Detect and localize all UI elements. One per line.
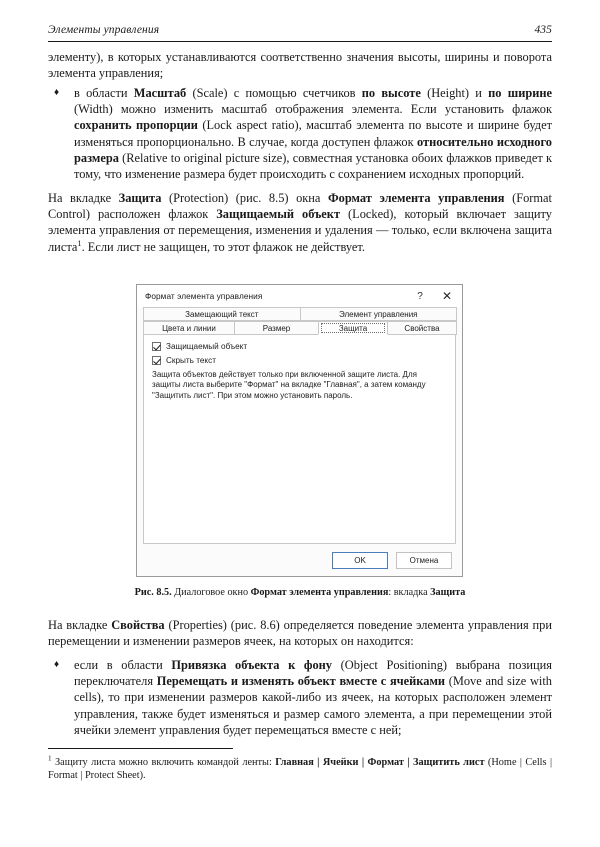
footnote-reference: 1: [77, 238, 82, 248]
header-rule: [48, 41, 552, 42]
footnote-seg: (Home | Cells | Format | Protect Sheet).: [48, 757, 553, 782]
protection-tab-panel: [143, 335, 456, 544]
bullet-bold: относительно исходного размера: [74, 134, 552, 166]
body-text-top: [48, 49, 552, 255]
bullet-bold: Перемещать и изменять объект вместе с ячейками: [156, 674, 446, 689]
para-seg: (Locked), который включает защиту элемента управления от перемещения, изменения и удаления — только, если включена защита листа: [48, 207, 552, 254]
footnote-bold: Главная | Ячейки | Формат | Защитить лист: [275, 757, 485, 768]
tab-label: Замещающий текст: [185, 309, 259, 319]
para-seg: (Format Control) расположен флажок: [48, 190, 552, 222]
tab-size[interactable]: [234, 321, 319, 335]
checkbox-locked-label: Защищаемый объект: [166, 342, 248, 351]
list-item: [48, 85, 552, 183]
close-icon[interactable]: ✕: [441, 289, 453, 303]
bullet-bold: Масштаб: [133, 85, 187, 100]
bullet-seg: если в области: [74, 657, 172, 672]
running-head: [48, 24, 552, 36]
checkbox-row-locked[interactable]: [152, 342, 447, 351]
figure-caption: [48, 586, 552, 599]
caption-bold: Формат элемента управления: [250, 587, 389, 598]
help-icon[interactable]: ?: [417, 290, 423, 302]
dialog-titlebar: [137, 285, 462, 307]
caption-seg: Диалоговое окно: [171, 587, 251, 598]
bullet-seg: (Scale) с помощью счетчиков: [186, 85, 362, 100]
para-seg: (Protection) (рис. 8.5) окна: [161, 190, 329, 205]
checkbox-hide-text[interactable]: [152, 356, 161, 365]
bullet-bold: сохранить пропорции: [74, 118, 198, 133]
paragraph-properties: [48, 617, 552, 650]
body-text-bottom: [48, 617, 552, 738]
bullet-seg: (Lock aspect ratio), масштаб элемента по высоте и ширине будет изменяться пропорционально. В случае, когда доступен флажок: [74, 118, 552, 149]
tab-colors-and-lines[interactable]: [143, 321, 235, 335]
caption-bold: Защита: [430, 587, 466, 598]
paragraph-continuation: элементу), в которых устанавливаются соответственно значения высоты, ширины и поворота элемента управления;: [48, 50, 552, 81]
tab-label: Элемент управления: [339, 309, 418, 319]
dialog-title: Формат элемента управления: [145, 291, 263, 301]
tab-protection[interactable]: [318, 321, 388, 335]
para-bold: Защищаемый объект: [216, 207, 341, 222]
bullet-seg: (Object Positioning) выбрана позиция переключателя: [74, 657, 552, 689]
bullet-seg: (Width) можно изменить масштаб отображения элемента. Если установить флажок: [74, 102, 552, 117]
checkbox-hide-text-label: Скрыть текст: [166, 356, 216, 365]
para-bold: Свойства: [111, 618, 165, 632]
tab-label: Свойства: [404, 323, 440, 333]
bullet-list-top: [48, 85, 552, 183]
para-bold: Формат элемента управления: [328, 190, 505, 205]
footnote-marker: 1: [48, 754, 52, 763]
cancel-button[interactable]: Отмена: [396, 552, 452, 569]
para-seg: . Если лист не защищен, то этот флажок не действует.: [81, 239, 365, 254]
bullet-seg: (Relative to original picture size), совместная установка обоих флажков приведет к тому, что изменение размера будет происходить с сохранением исходных пропорций.: [74, 151, 552, 182]
tab-row-upper: [143, 307, 456, 321]
figure-dialog-screenshot: [136, 284, 463, 577]
bullet-list-bottom: [48, 657, 552, 739]
tab-label: Цвета и линии: [162, 323, 216, 333]
dialog-tabs: [137, 307, 462, 335]
tab-control[interactable]: [300, 307, 458, 321]
format-control-dialog: [136, 284, 463, 577]
figure-number: Рис. 8.5.: [134, 587, 172, 598]
diamond-bullet-icon: ♦: [54, 658, 60, 670]
tab-properties[interactable]: [387, 321, 457, 335]
para-bold: Защита: [118, 190, 162, 205]
bullet-bold: Привязка объекта к фону: [171, 657, 332, 672]
protection-description: Защита объектов действует только при включенной защите листа. Для защиты листа выберите "Формат" на вкладке "Главная", а затем команду "Защитить лист". При этом можно установить пароль.: [152, 370, 426, 400]
caption-seg: : вкладка: [388, 587, 431, 598]
tab-alt-text[interactable]: [143, 307, 301, 321]
running-head-title: Элементы управления: [48, 24, 160, 36]
checkbox-locked[interactable]: [152, 342, 161, 351]
para-seg: На вкладке: [48, 618, 112, 632]
ok-button[interactable]: OK: [332, 552, 388, 569]
tab-label: Защита: [338, 323, 368, 333]
footnote-seg: Защиту листа можно включить командой ленты:: [51, 757, 276, 768]
footnote: [48, 756, 552, 783]
checkbox-row-hide-text[interactable]: [152, 356, 447, 365]
list-item: [48, 657, 552, 739]
bullet-seg: (Height) и: [420, 85, 489, 100]
bullet-seg: (Move and size with cells), то при изменении размеров какой-либо из ячеек, на которых расположен элемент управления, также будет изменяться и размер самого элемента, а при перемещении этой ячейки элемент управления будет перемещаться вместе с ней;: [74, 674, 552, 738]
dialog-button-bar: [137, 544, 462, 576]
diamond-bullet-icon: ♦: [54, 86, 60, 98]
page-number: 435: [534, 24, 552, 36]
bullet-bold: по высоте: [361, 85, 421, 100]
bullet-bold: по ширине: [488, 85, 553, 100]
para-seg: (Properties) (рис. 8.6) определяется поведение элемента управления при перемещении и изменении размеров ячеек, на которых он находится:: [48, 618, 552, 649]
tab-label: Размер: [262, 323, 291, 333]
paragraph-protection: [48, 190, 552, 255]
para-seg: На вкладке: [48, 190, 119, 205]
tab-row-lower: [143, 321, 456, 335]
footnote-separator: [48, 748, 233, 749]
bullet-seg: в области: [74, 85, 134, 100]
